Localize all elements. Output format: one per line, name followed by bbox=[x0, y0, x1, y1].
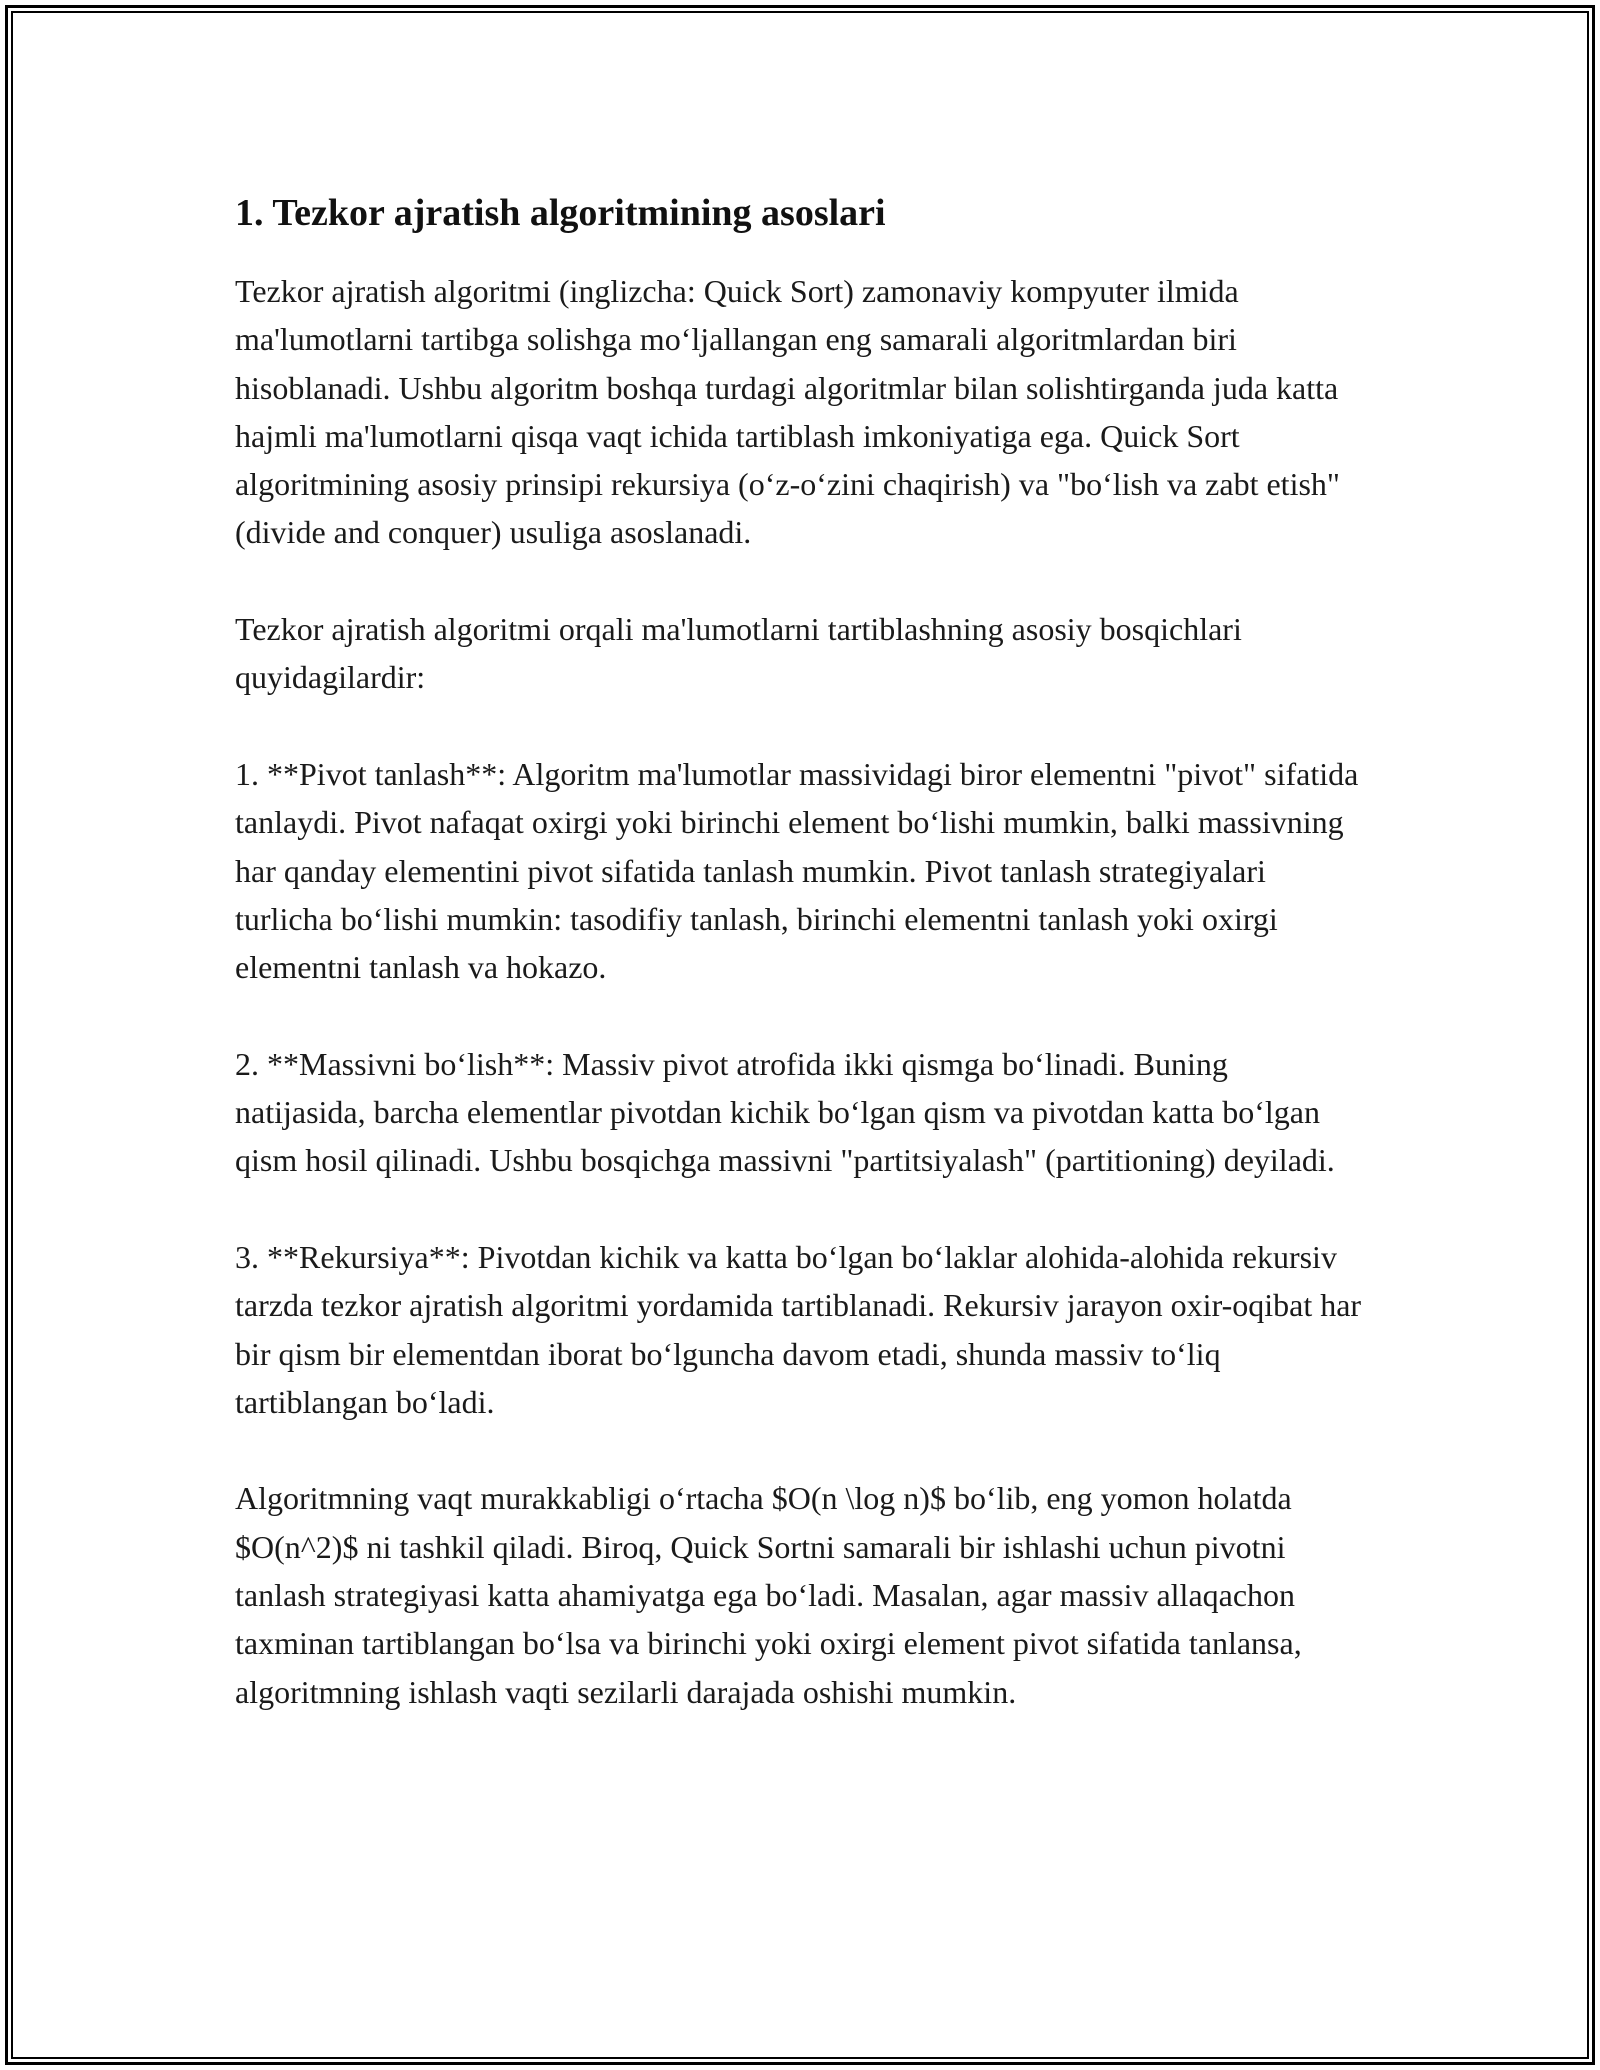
section-heading: 1. Tezkor ajratish algoritmining asoslari bbox=[235, 192, 886, 234]
paragraph-step-pivot: 1. **Pivot tanlash**: Algoritm ma'lumotlar massividagi biror elementni "pivot" sifatida tanlaydi. Pivot nafaqat oxirgi yoki birinchi element bo‘lishi mumkin, balki massivning har qanday elementini pivot sifatida tanlash mumkin. Pivot tanlash strategiyalari turlicha bo‘lishi mumkin: tasodifiy tanlash, birinchi elementni tanlash yoki oxirgi elementni tanlash va hokazo. bbox=[235, 755, 1359, 986]
paragraph-complexity: Algoritmning vaqt murakkabligi o‘rtacha $O(n \log n)$ bo‘lib, eng yomon holatda $O(n^2)$ ni tashkil qiladi. Biroq, Quick Sortni samarali bir ishlashi uchun pivotni tanlash strategiyasi katta ahamiyatga ega bo‘ladi. Masalan, agar massiv allaqachon taxminan tartiblangan bo‘lsa va birinchi yoki oxirgi element pivot sifatida tanlansa, algoritmning ishlash vaqti sezilarli darajada oshishi mumkin. bbox=[235, 1480, 1302, 1710]
document-body bbox=[235, 185, 1365, 1764]
paragraph-step-recursion: 3. **Rekursiya**: Pivotdan kichik va katta bo‘lgan bo‘laklar alohida-alohida rekursiv tarzda tezkor ajratish algoritmi yordamida tartiblanadi. Rekursiv jarayon oxir-oqibat har bir qism bir elementdan iborat bo‘lguncha davom etadi, shunda massiv to‘liq tartiblangan bo‘ladi. bbox=[235, 1238, 1362, 1420]
paragraph-step-partition: 2. **Massivni bo‘lish**: Massiv pivot atrofida ikki qismga bo‘linadi. Buning natijasida, barcha elementlar pivotdan kichik bo‘lgan qism va pivotdan katta bo‘lgan qism hosil qilinadi. Ushbu bosqichga massivni "partitsiyalash" (partitioning) deyiladi. bbox=[235, 1045, 1335, 1179]
paragraph-intro: Tezkor ajratish algoritmi (inglizcha: Quick Sort) zamonaviy kompyuter ilmida ma'lumotlarni tartibga solishga mo‘ljallangan eng samarali algoritmlardan biri hisoblanadi. Ushbu algoritm boshqa turdagi algoritmlar bilan solishtirganda juda katta hajmli ma'lumotlarni qisqa vaqt ichida tartiblash imkoniyatiga ega. Quick Sort algoritmining asosiy prinsipi rekursiya (o‘z-o‘zini chaqirish) va "bo‘lish va zabt etish" (divide and conquer) usuliga asoslanadi. bbox=[235, 273, 1340, 551]
paragraph-steps-lead: Tezkor ajratish algoritmi orqali ma'lumotlarni tartiblashning asosiy bosqichlari quyidagilardir: bbox=[235, 611, 1242, 696]
